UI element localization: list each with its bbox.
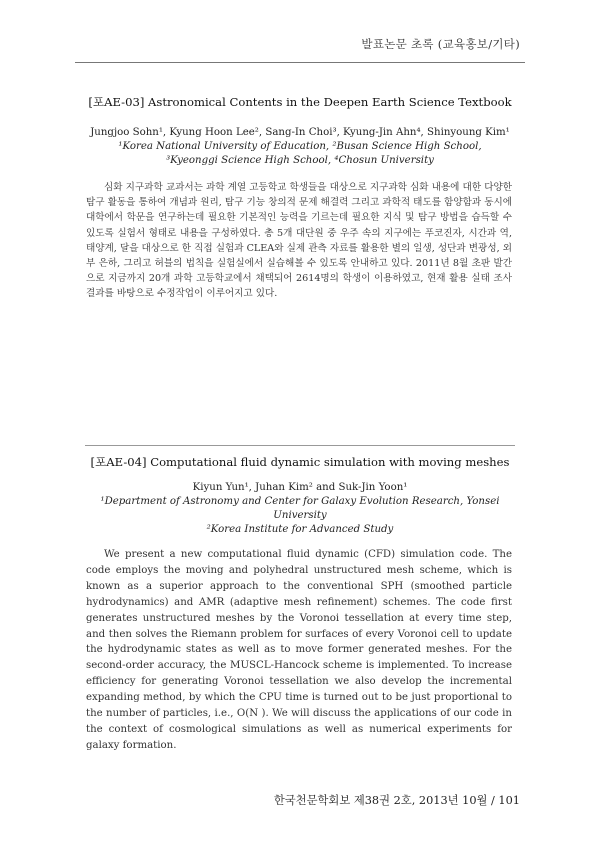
abstract-2-body: We present a new computational fluid dynamic (CFD) simulation code. The code employs the moving and polyhedral unstructured mesh scheme, which is known as a superior approach to the conventional SPH (smoothed particle hydrodynamics) and AMR (adaptive mesh refinement) schemes. The code first generates unstructured meshes by the Voronoi tessellation at every time step, and then solves the Riemann problem for surfaces of every Voronoi cell to update the hydrodynamic states as well as to move former generated meshes. For the second-order accuracy, the MUSCL-Hancock scheme is implemented. To increase efficiency for generating Voronoi tessellation we also develop the incremental expanding method, by which the CPU time is turned out to be just proportional to the number of particles, i.e., O(N ). We will discuss the applications of our code in the context of cosmological simulations as well as numerical experiments for galaxy formation. <box>86 549 512 751</box>
abstract-2-affiliation-3: ²Korea Institute for Advanced Study <box>206 524 394 535</box>
page-footer: 한국천문학회보 제38권 2호, 2013년 10월 / 101 <box>273 794 520 807</box>
abstract-1-affiliation-1: ¹Korea National University of Education, ²Busan Science High School, <box>118 141 482 152</box>
header-rule <box>75 62 525 63</box>
abstract-2-affiliation-2: University <box>273 510 327 521</box>
abstract-1-affiliation-2: ³Kyeonggi Science High School, ⁴Chosun University <box>166 155 434 166</box>
abstract-2-affiliation-1: ¹Department of Astronomy and Center for Galaxy Evolution Research, Yonsei <box>100 496 500 507</box>
abstract-2-authors <box>60 481 540 537</box>
abstract-2-author-list: Kiyun Yun¹, Juhan Kim² and Suk-Jin Yoon¹ <box>192 482 408 493</box>
abstract-1-author-list: Jungjoo Sohn¹, Kyung Hoon Lee², Sang-In Choi³, Kyung-Jin Ahn⁴, Shinyoung Kim¹ <box>90 127 510 138</box>
section-divider <box>85 445 515 446</box>
abstract-1-body: 심화 지구과학 교과서는 과학 계열 고등학교 학생들을 대상으로 지구과학 심화 내용에 대한 다양한 탐구 활동을 통하여 개념과 원리, 탐구 기능 창의적 문제 해결력 그리고 과학적 태도를 함양함과 동시에 대학에서 학문을 연구하는데 필요한 기본적인 능력을 기르는데 필요한 지식 및 탐구 방법을 습득할 수 있도록 실험서 형태로 내용을 구성하였다. 총 5개 대단원 중 우주 속의 지구에는 푸코진자, 시간과 역, 태양계, 달을 대상으로 한 직접 실험과 CLEA와 실제 관측 자료를 활용한 별의 일생, 성단과 변광성, 외부 은하, 그리고 허블의 법칙을 실험실에서 실습해볼 수 있도록 안내하고 있다. 2011년 8월 초판 발간으로 지금까지 20개 과학 고등학교에서 채택되어 2614명의 학생이 이용하였고, 현재 활용 실태 조사 결과를 바탕으로 수정작업이 이루어지고 있다. <box>86 182 512 300</box>
abstract-1-title: [포AE-03] Astronomical Contents in the Deepen Earth Science Textbook <box>88 95 512 109</box>
abstract-1-authors <box>60 126 540 168</box>
running-head: 발표논문 초록 (교육홍보/기타) <box>361 37 520 51</box>
abstract-2-title: [포AE-04] Computational fluid dynamic simulation with moving meshes <box>90 455 510 469</box>
